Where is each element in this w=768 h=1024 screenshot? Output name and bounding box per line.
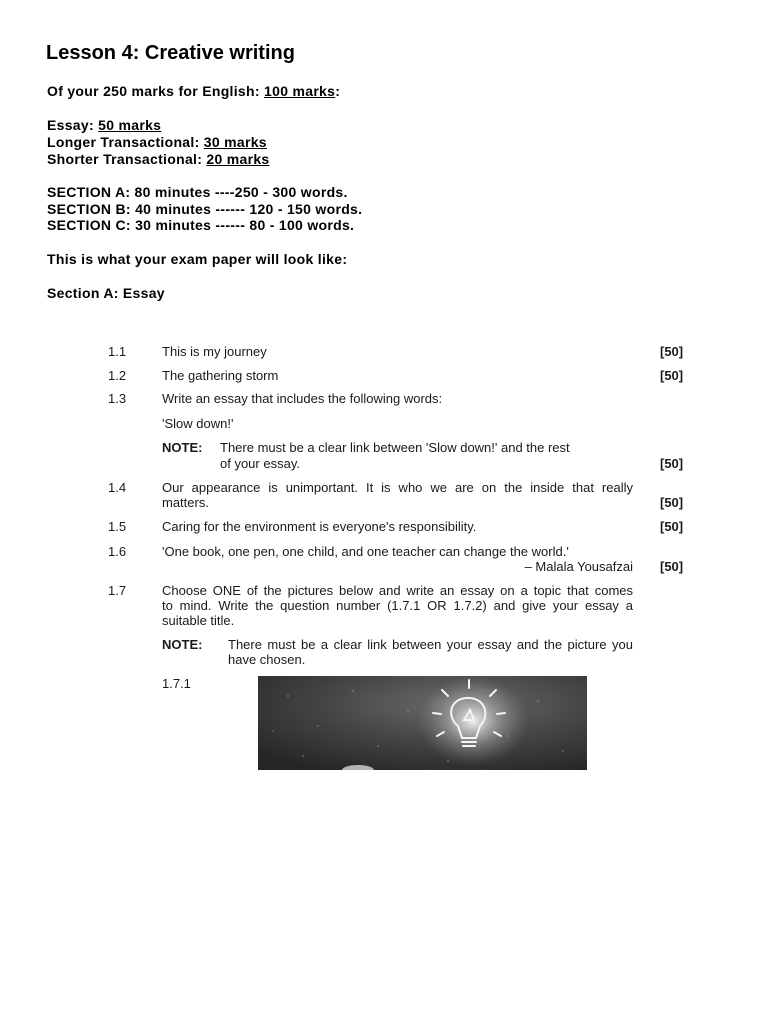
breakdown-essay xyxy=(47,117,161,134)
breakdown-label: Longer Transactional: xyxy=(47,134,204,150)
breakdown-marks: 20 marks xyxy=(206,151,270,167)
breakdown-longer-transactional xyxy=(47,134,267,151)
question-mark: [50] xyxy=(660,456,684,471)
question-text: suitable title. xyxy=(162,613,235,628)
section-a-time: SECTION A: 80 minutes ----250 - 300 words. xyxy=(47,184,348,200)
note-text: of your essay. xyxy=(220,456,300,471)
note-text: have chosen. xyxy=(228,652,306,667)
question-text: to mind. Write the question number (1.7.1 OR 1.7.2) and give your essay a xyxy=(162,598,633,613)
quote-attribution: – Malala Yousafzai xyxy=(524,559,633,574)
note-label: NOTE: xyxy=(162,440,203,455)
question-text: The gathering storm xyxy=(162,368,279,383)
section-c-time: SECTION C: 30 minutes ------ 80 - 100 words. xyxy=(47,217,355,233)
note-text: There must be a clear link between your essay and the picture you xyxy=(228,637,633,652)
question-text: This is my journey xyxy=(162,344,267,359)
question-number: 1.6 xyxy=(108,544,127,559)
section-a-heading: Section A: Essay xyxy=(47,285,165,301)
question-text: Write an essay that includes the following words: xyxy=(162,391,443,406)
marks-intro-total: 100 marks xyxy=(264,83,336,99)
question-number: 1.4 xyxy=(108,480,127,495)
note-label: NOTE: xyxy=(162,637,203,652)
marks-intro xyxy=(47,83,340,100)
question-text: Our appearance is unimportant. It is who we are on the inside that really xyxy=(162,480,633,495)
breakdown-label: Shorter Transactional: xyxy=(47,151,207,167)
question-number: 1.2 xyxy=(108,368,127,383)
breakdown-shorter-transactional xyxy=(47,151,270,168)
question-number: 1.3 xyxy=(108,391,127,406)
breakdown-marks: 30 marks xyxy=(203,134,267,150)
breakdown-marks: 50 marks xyxy=(98,117,162,133)
question-text: 'One book, one pen, one child, and one teacher can change the world.' xyxy=(162,544,569,559)
exam-intro: This is what your exam paper will look like: xyxy=(47,251,348,267)
question-number: 1.5 xyxy=(108,519,127,534)
question-mark: [50] xyxy=(660,495,684,510)
question-text: matters. xyxy=(162,495,209,510)
question-number: 1.7 xyxy=(108,583,127,598)
question-text: Choose ONE of the pictures below and write an essay on a topic that comes xyxy=(162,583,633,598)
question-quote: 'Slow down!' xyxy=(162,416,234,431)
marks-intro-suffix: : xyxy=(335,83,341,99)
question-mark: [50] xyxy=(660,368,684,383)
question-text: Caring for the environment is everyone's responsibility. xyxy=(162,519,477,534)
lightbulb-drawing-icon xyxy=(258,676,587,770)
page-title: Lesson 4: Creative writing xyxy=(46,42,295,64)
question-mark: [50] xyxy=(660,344,684,359)
breakdown-label: Essay: xyxy=(47,117,99,133)
question-mark: [50] xyxy=(660,559,684,574)
sub-question-number: 1.7.1 xyxy=(162,676,191,691)
marks-intro-prefix: Of your 250 marks for English: xyxy=(47,83,265,99)
note-text: There must be a clear link between 'Slow down!' and the rest xyxy=(220,440,570,455)
section-b-time: SECTION B: 40 minutes ------ 120 - 150 words. xyxy=(47,201,363,217)
question-mark: [50] xyxy=(660,519,684,534)
question-number: 1.1 xyxy=(108,344,127,359)
